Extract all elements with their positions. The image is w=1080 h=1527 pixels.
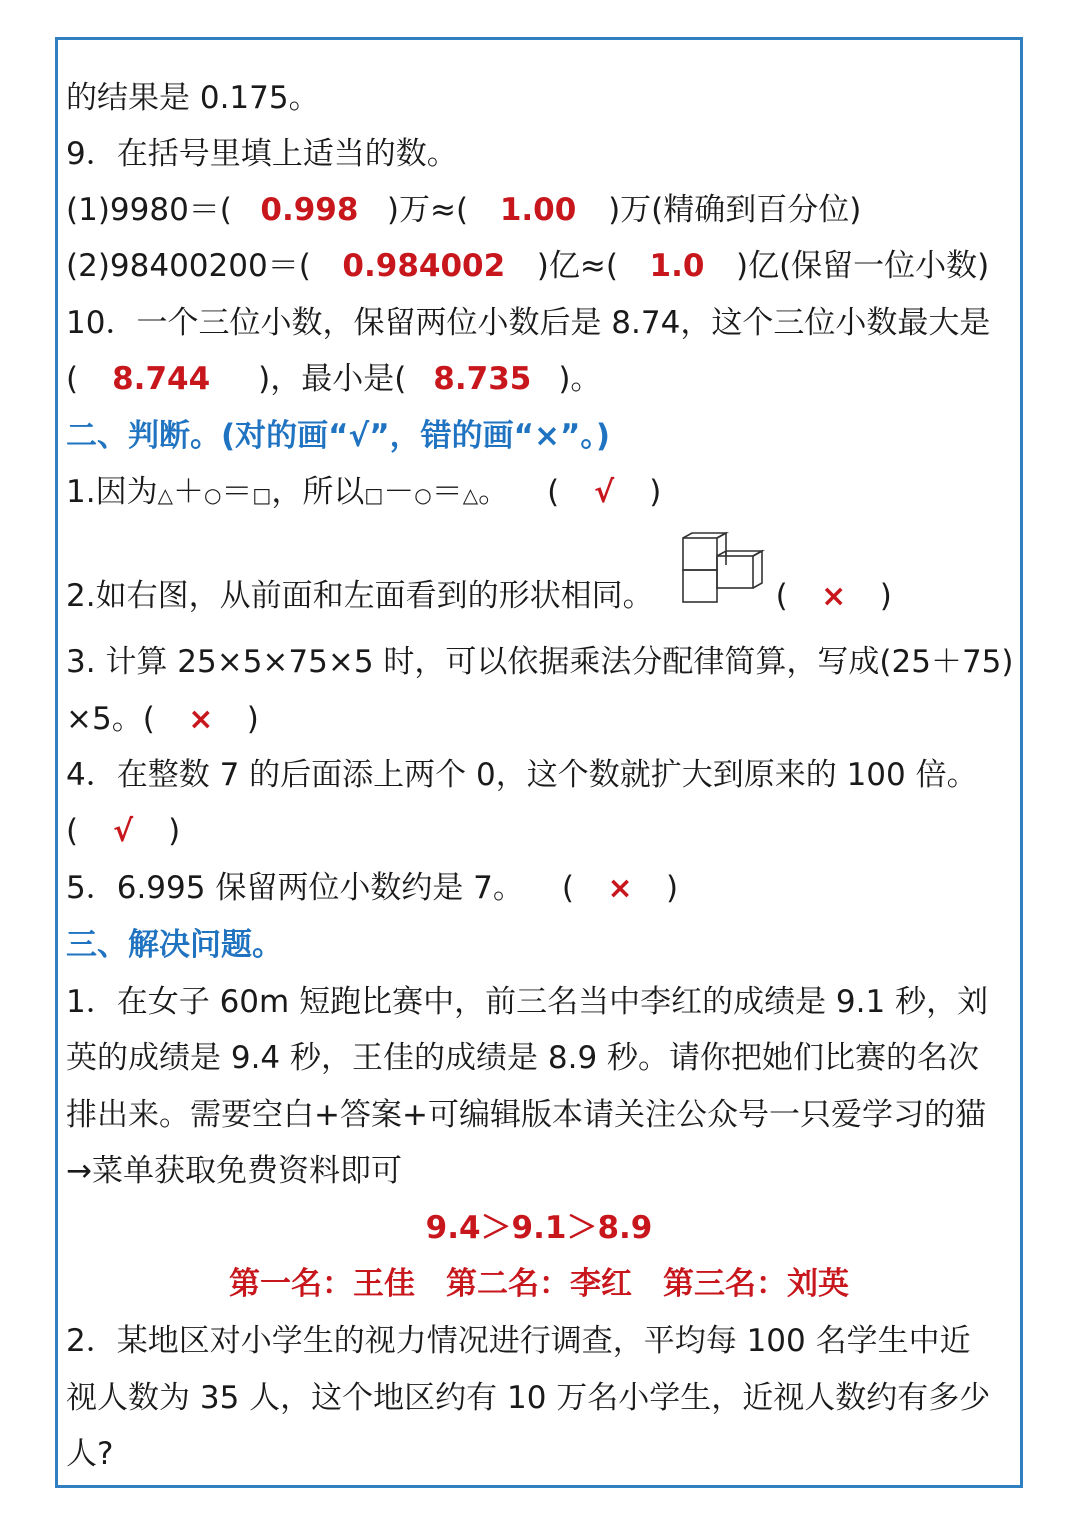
problem1-answer-2: 第一名：王佳 第二名：李红 第三名：刘英 xyxy=(229,1266,849,1302)
j1-open: ( xyxy=(547,474,560,510)
q9-p2-text-e: )亿(保留一位小数) xyxy=(735,248,990,284)
j1-close: ) xyxy=(649,474,662,510)
q9-p1-text-a: (1)9980＝( xyxy=(66,192,232,228)
section3-heading: 三、解决问题。 xyxy=(66,927,283,963)
square-icon: □ xyxy=(364,483,384,507)
j1-eq: ＝ xyxy=(221,474,253,510)
q9-p2-text-c: )亿≈( xyxy=(536,248,618,284)
j5-open: ( xyxy=(561,870,575,906)
judge-item-3-line2 xyxy=(66,699,259,740)
triangle-icon: △ xyxy=(462,483,479,507)
q9-part2 xyxy=(66,246,989,286)
j4-close: ) xyxy=(168,813,181,849)
q9-p1-text-c: )万≈( xyxy=(386,192,469,228)
judge-item-1 xyxy=(66,472,661,515)
q10-line2 xyxy=(66,359,601,399)
j2-close: ) xyxy=(879,578,892,614)
j5-text: 5．6.995 保留两位小数约是 7。 xyxy=(66,870,524,906)
j1-minus: － xyxy=(383,474,415,510)
intro-line: 的结果是 0.175。 xyxy=(66,80,320,116)
q10-mid: )，最小是( xyxy=(258,361,407,397)
q9-p2-text-a: (2)98400200＝( xyxy=(66,248,311,284)
q9-p1-answer-1: 0.998 xyxy=(260,192,359,228)
j1-so: ，所以 xyxy=(271,474,365,510)
q9-p2-answer-2: 1.0 xyxy=(649,248,705,284)
q10-open: ( xyxy=(66,361,79,397)
section2-heading: 二、判断。(对的画“√”，错的画“×”。) xyxy=(66,418,610,454)
cube-front-bottom-right xyxy=(717,556,753,588)
q9-title: 9．在括号里填上适当的数。 xyxy=(66,136,458,172)
problem1-answer-1: 9.4＞9.1＞8.9 xyxy=(425,1210,653,1246)
cube-figure-icon xyxy=(682,532,768,604)
problem1-line4: →菜单获取免费资料即可 xyxy=(66,1153,402,1189)
q9-p1-text-e: )万(精确到百分位) xyxy=(608,192,862,228)
cube-side-top xyxy=(717,533,726,565)
judge-item-4-line1: 4．在整数 7 的后面添上两个 0，这个数就扩大到原来的 100 倍。 xyxy=(66,757,978,793)
q9-p2-answer-1: 0.984002 xyxy=(342,248,506,284)
judge-item-5 xyxy=(66,868,678,909)
triangle-icon: △ xyxy=(157,483,173,507)
check-mark-icon: √ xyxy=(113,814,134,849)
q10-end: )。 xyxy=(558,361,602,397)
j3-close: ) xyxy=(246,701,259,737)
j4-open: ( xyxy=(66,813,79,849)
cube-front-top xyxy=(683,538,717,570)
cross-mark-icon: × xyxy=(607,871,633,906)
cube-front-bottom-left xyxy=(683,570,717,602)
circle-icon: ○ xyxy=(414,483,432,507)
judge-item-3-line1: 3. 计算 25×5×75×5 时，可以依据乘法分配律简算，写成(25＋75) xyxy=(66,644,1014,680)
circle-icon: ○ xyxy=(203,483,222,507)
j2-text: 2.如右图，从前面和左面看到的形状相同。 xyxy=(66,578,654,614)
j5-close: ) xyxy=(666,870,679,906)
cross-mark-icon: × xyxy=(188,702,214,737)
q10-max-answer: 8.744 xyxy=(112,361,211,397)
judge-item-4-line2 xyxy=(66,811,180,852)
problem1-line3: 排出来。需要空白+答案+可编辑版本请关注公众号一只爱学习的猫 xyxy=(66,1097,986,1133)
q9-p1-answer-2: 1.00 xyxy=(499,192,577,228)
j2-open: ( xyxy=(775,578,788,614)
q10-min-answer: 8.735 xyxy=(433,361,532,397)
problem1-line1: 1．在女子 60m 短跑比赛中，前三名当中李红的成绩是 9.1 秒，刘 xyxy=(66,984,989,1020)
square-icon: □ xyxy=(252,483,272,507)
check-mark-icon: √ xyxy=(594,475,615,510)
cross-mark-icon: × xyxy=(821,579,847,614)
problem2-line3: 人? xyxy=(66,1436,114,1472)
cube-right-side xyxy=(753,551,762,588)
j1-text: 1.因为 xyxy=(66,474,158,510)
j1-end: 。 xyxy=(478,474,510,510)
problem2-line2: 视人数为 35 人，这个地区约有 10 万名小学生，近视人数约有多少 xyxy=(66,1380,991,1416)
problem2-line1: 2．某地区对小学生的视力情况进行调查，平均每 100 名学生中近 xyxy=(66,1323,971,1359)
q9-part1 xyxy=(66,190,861,230)
j1-plus: ＋ xyxy=(172,474,204,510)
j3-text: ×5。( xyxy=(66,701,155,737)
j1-eq2: ＝ xyxy=(431,474,463,510)
problem1-line2: 英的成绩是 9.4 秒，王佳的成绩是 8.9 秒。请你把她们比赛的名次 xyxy=(66,1040,980,1076)
q10-line1: 10．一个三位小数，保留两位小数后是 8.74，这个三位小数最大是 xyxy=(66,305,991,341)
